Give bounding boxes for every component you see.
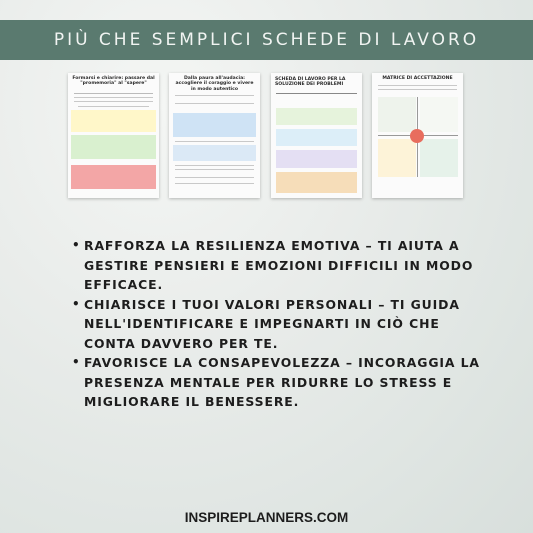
orange-box <box>276 172 357 193</box>
text-line <box>378 85 457 86</box>
blue-box <box>173 145 256 161</box>
text-line <box>74 97 153 98</box>
text-line <box>175 103 254 104</box>
benefit-text-2: CHIARISCE I TUOI VALORI PERSONALI – TI GUIDA NELL'IDENTIFICARE E IMPEGNARTI IN CIÒ CHE CONTA DAVVERO PER TE. <box>84 296 460 351</box>
text-line <box>175 169 254 170</box>
banner-title: PIÙ CHE SEMPLICI SCHEDE DI LAVORO <box>53 30 480 50</box>
worksheet-preview-3 <box>271 73 362 198</box>
yellow-box <box>71 110 156 132</box>
text-line <box>175 183 254 184</box>
bullet-icon: • <box>72 355 81 369</box>
text-line <box>175 177 254 178</box>
green-box <box>71 135 156 159</box>
text-line <box>378 89 457 90</box>
green-box <box>276 108 357 125</box>
center-circle-icon <box>410 129 424 143</box>
worksheet-previews <box>68 73 463 198</box>
text-line <box>74 93 153 94</box>
bullet-icon: • <box>72 296 81 311</box>
worksheet-title-4: MATRICE DI ACCETTAZIONE <box>382 76 453 81</box>
text-line <box>175 141 254 142</box>
quadrant-top-left <box>378 97 416 132</box>
text-line <box>78 106 149 107</box>
worksheet-preview-4 <box>372 73 463 198</box>
worksheet-title-3: SCHEDA DI LAVORO PER LA SOLUZIONE DEI PROBLEMI <box>275 77 346 88</box>
benefit-list <box>72 236 492 412</box>
text-line <box>74 101 153 102</box>
red-box <box>71 165 156 189</box>
bullet-icon: • <box>72 238 81 252</box>
benefit-item-3 <box>72 353 492 412</box>
quadrant-bottom-left <box>378 139 416 177</box>
worksheet-preview-1 <box>68 73 159 198</box>
quadrant-top-right <box>420 97 458 132</box>
text-line <box>175 95 254 96</box>
title-underline <box>276 93 357 94</box>
text-line <box>175 165 254 166</box>
purple-box <box>276 150 357 168</box>
benefit-text-3: FAVORISCE LA CONSAPEVOLEZZA – INCORAGGIA LA PRESENZA MENTALE PER RIDURRE LO STRESS E MIGLIORARE IL BENESSERE. <box>84 355 480 409</box>
worksheet-title-1: Formarsi e chiarire: passare dal "promemoria" al "sapere" <box>72 76 155 87</box>
quadrant-bottom-right <box>420 139 458 177</box>
worksheet-title-2: Dalla paura all'audacia: accogliere il coraggio e vivere in modo autentico <box>175 76 254 92</box>
website-url: INSPIREPLANNERS.COM <box>184 510 349 525</box>
blue-box <box>173 113 256 137</box>
benefit-text-1: RAFFORZA LA RESILIENZA EMOTIVA – TI AIUTA A GESTIRE PENSIERI E EMOZIONI DIFFICILI IN MODO EFFICACE. <box>84 238 474 292</box>
blue-box <box>276 129 357 146</box>
worksheet-preview-2 <box>169 73 260 198</box>
title-banner <box>0 20 533 60</box>
benefit-item-2 <box>72 295 492 354</box>
benefit-item-1 <box>72 236 492 295</box>
